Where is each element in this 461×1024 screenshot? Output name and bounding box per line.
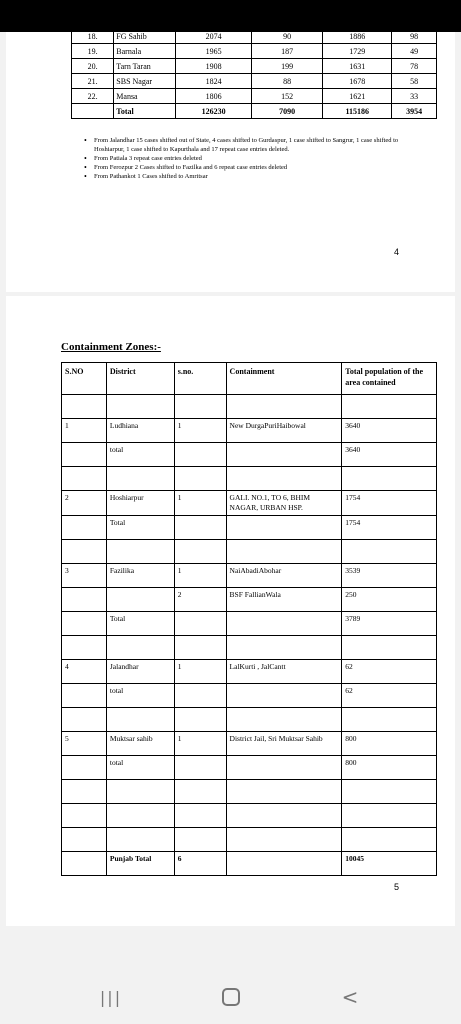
page-number: 5 xyxy=(393,882,399,892)
table-cell xyxy=(342,540,437,564)
table-cell: 250 xyxy=(342,588,437,612)
note-item: • From Jalandhar 15 cases shifted out of State, 4 cases shifted to Gurdaspur, 1 case shifted to Sangrur, 1 case shifted to Hoshiarpur, 1 case shifted to Kapurthala and 17 repeat case entries deleted. xyxy=(84,136,409,154)
back-icon[interactable]: < xyxy=(341,985,359,1009)
table-row xyxy=(62,636,437,660)
table-row xyxy=(62,804,437,828)
table-cell xyxy=(106,467,174,491)
table-cell xyxy=(106,540,174,564)
table-cell xyxy=(62,684,107,708)
district-stats-table xyxy=(71,28,437,119)
table-row xyxy=(62,467,437,491)
table-cell: 1678 xyxy=(323,74,392,89)
table-cell: total xyxy=(106,756,174,780)
table-cell: 2 xyxy=(174,588,226,612)
table-row xyxy=(62,660,437,684)
total-row xyxy=(72,104,437,119)
table-cell: 3 xyxy=(62,564,107,588)
table-cell xyxy=(226,540,342,564)
table-row xyxy=(62,443,437,467)
table-cell: total xyxy=(106,443,174,467)
table-row xyxy=(62,684,437,708)
table-row xyxy=(62,395,437,419)
note-item: • From Pathankot 1 Cases shifted to Amritsar xyxy=(84,172,409,181)
table-cell xyxy=(342,708,437,732)
table-cell: 88 xyxy=(251,74,322,89)
table-cell: 1754 xyxy=(342,516,437,540)
table-cell xyxy=(106,636,174,660)
table-row xyxy=(72,44,437,59)
total-row xyxy=(62,852,437,876)
table-cell xyxy=(106,804,174,828)
table-cell: 78 xyxy=(392,59,437,74)
table-cell xyxy=(342,395,437,419)
table-cell xyxy=(226,636,342,660)
notes-list xyxy=(84,136,409,181)
table-row xyxy=(62,419,437,443)
table-cell: total xyxy=(106,684,174,708)
table-cell: 1754 xyxy=(342,491,437,516)
table-cell xyxy=(106,828,174,852)
column-header: Total population of the area contained xyxy=(342,363,437,395)
table-cell: 1621 xyxy=(323,89,392,104)
table-cell: 800 xyxy=(342,756,437,780)
table-cell: Total xyxy=(106,516,174,540)
header-row xyxy=(62,363,437,395)
table-cell: 152 xyxy=(251,89,322,104)
table-row xyxy=(62,756,437,780)
document-page xyxy=(6,32,455,292)
table-cell: Total xyxy=(106,612,174,636)
table-cell xyxy=(72,104,114,119)
table-cell: Tarn Taran xyxy=(114,59,176,74)
table-cell: Punjab Total xyxy=(106,852,174,876)
table-cell: 98 xyxy=(392,29,437,44)
table-cell xyxy=(174,612,226,636)
table-cell: 3640 xyxy=(342,443,437,467)
table-cell: Barnala xyxy=(114,44,176,59)
note-item: • From Ferozpur 2 Cases shifted to Fazilka and 6 repeat case entries deleted xyxy=(84,163,409,172)
table-cell: 1965 xyxy=(176,44,252,59)
table-cell: 1 xyxy=(174,564,226,588)
table-cell: Fazilika xyxy=(106,564,174,588)
table-cell: FG Sahib xyxy=(114,29,176,44)
table-cell: 115186 xyxy=(323,104,392,119)
table-cell xyxy=(106,708,174,732)
table-cell xyxy=(62,804,107,828)
table-cell: 49 xyxy=(392,44,437,59)
table-cell: 62 xyxy=(342,660,437,684)
containment-zones-table xyxy=(61,362,437,876)
table-cell xyxy=(174,443,226,467)
table-cell: SBS Nagar xyxy=(114,74,176,89)
table-cell xyxy=(342,636,437,660)
home-icon[interactable] xyxy=(211,980,251,1014)
table-cell: District Jail, Sri Muktsar Sahib xyxy=(226,732,342,756)
table-cell xyxy=(62,636,107,660)
table-cell xyxy=(226,852,342,876)
table-cell xyxy=(106,588,174,612)
table-cell: 10045 xyxy=(342,852,437,876)
table-cell xyxy=(174,467,226,491)
table-cell xyxy=(226,516,342,540)
table-cell: 62 xyxy=(342,684,437,708)
navigation-bar xyxy=(0,970,461,1024)
table-cell xyxy=(174,684,226,708)
table-cell xyxy=(174,804,226,828)
column-header: s.no. xyxy=(174,363,226,395)
table-cell xyxy=(226,804,342,828)
table-cell: Mansa xyxy=(114,89,176,104)
table-cell: 2074 xyxy=(176,29,252,44)
table-cell: 1 xyxy=(174,732,226,756)
table-cell xyxy=(62,467,107,491)
table-cell: LalKurti , JalCantt xyxy=(226,660,342,684)
table-cell: 3789 xyxy=(342,612,437,636)
table-cell: BSF FallianWala xyxy=(226,588,342,612)
table-cell xyxy=(342,780,437,804)
table-cell: Jalandhar xyxy=(106,660,174,684)
note-item: • From Patiala 3 repeat case entries deleted xyxy=(84,154,409,163)
table-cell xyxy=(62,852,107,876)
table-cell xyxy=(62,516,107,540)
table-cell xyxy=(106,395,174,419)
table-cell: 800 xyxy=(342,732,437,756)
table-row xyxy=(72,29,437,44)
table-cell: Total xyxy=(114,104,176,119)
table-cell: 187 xyxy=(251,44,322,59)
table-cell xyxy=(62,443,107,467)
table-cell: 126230 xyxy=(176,104,252,119)
table-cell: 1 xyxy=(62,419,107,443)
table-cell xyxy=(174,708,226,732)
column-header: Containment xyxy=(226,363,342,395)
column-header: S.NO xyxy=(62,363,107,395)
table-cell xyxy=(62,780,107,804)
table-row xyxy=(62,612,437,636)
table-cell: 4 xyxy=(62,660,107,684)
table-cell: 21. xyxy=(72,74,114,89)
table-cell: 2 xyxy=(62,491,107,516)
table-cell: 19. xyxy=(72,44,114,59)
table-cell: 1729 xyxy=(323,44,392,59)
table-row xyxy=(62,732,437,756)
table-cell xyxy=(226,756,342,780)
table-cell: Ludhiana xyxy=(106,419,174,443)
table-cell: 18. xyxy=(72,29,114,44)
table-row xyxy=(62,564,437,588)
table-cell: 199 xyxy=(251,59,322,74)
table-cell xyxy=(62,588,107,612)
table-row xyxy=(62,780,437,804)
table-cell: NaiAbadiAbohar xyxy=(226,564,342,588)
table-cell xyxy=(226,780,342,804)
table-cell: 1631 xyxy=(323,59,392,74)
table-cell xyxy=(106,780,174,804)
table-cell: 1824 xyxy=(176,74,252,89)
table-cell xyxy=(226,467,342,491)
table-row xyxy=(62,491,437,516)
table-row xyxy=(62,588,437,612)
page-number: 4 xyxy=(393,247,399,257)
table-cell xyxy=(174,395,226,419)
table-cell: 3954 xyxy=(392,104,437,119)
recents-icon[interactable]: ||| xyxy=(99,987,123,1007)
table-cell: 90 xyxy=(251,29,322,44)
table-cell xyxy=(226,612,342,636)
table-row xyxy=(62,540,437,564)
table-cell: 6 xyxy=(174,852,226,876)
table-cell: GALI. NO.1, TO 6, BHIM NAGAR, URBAN HSP. xyxy=(226,491,342,516)
table-cell xyxy=(62,828,107,852)
column-header: District xyxy=(106,363,174,395)
table-cell xyxy=(174,756,226,780)
table-cell xyxy=(174,540,226,564)
table-row xyxy=(62,708,437,732)
table-cell xyxy=(342,467,437,491)
table-cell: 58 xyxy=(392,74,437,89)
table-cell xyxy=(174,636,226,660)
table-cell: New DurgaPuriHaibowal xyxy=(226,419,342,443)
table-cell: 20. xyxy=(72,59,114,74)
table-cell xyxy=(226,684,342,708)
table-cell xyxy=(174,780,226,804)
table-row xyxy=(72,89,437,104)
table-cell: Hoshiarpur xyxy=(106,491,174,516)
table-cell xyxy=(226,395,342,419)
table-row xyxy=(62,828,437,852)
table-cell xyxy=(62,395,107,419)
table-cell xyxy=(226,828,342,852)
table-cell: 22. xyxy=(72,89,114,104)
table-row xyxy=(72,59,437,74)
table-cell: 3640 xyxy=(342,419,437,443)
table-cell: 1 xyxy=(174,491,226,516)
table-cell xyxy=(62,756,107,780)
table-cell xyxy=(342,804,437,828)
table-cell: 1908 xyxy=(176,59,252,74)
table-cell xyxy=(62,540,107,564)
table-cell: 33 xyxy=(392,89,437,104)
table-cell xyxy=(62,708,107,732)
table-cell xyxy=(174,828,226,852)
table-cell: 1886 xyxy=(323,29,392,44)
table-cell xyxy=(62,612,107,636)
table-cell xyxy=(226,443,342,467)
table-cell: 5 xyxy=(62,732,107,756)
table-cell: Muktsar sahib xyxy=(106,732,174,756)
home-button-shape xyxy=(222,988,240,1006)
table-cell: 3539 xyxy=(342,564,437,588)
table-cell xyxy=(174,516,226,540)
table-cell: 7090 xyxy=(251,104,322,119)
table-row xyxy=(62,516,437,540)
table-cell xyxy=(226,708,342,732)
containment-zones-title: Containment Zones:- xyxy=(61,341,161,353)
table-cell: 1806 xyxy=(176,89,252,104)
table-row xyxy=(72,74,437,89)
table-cell: 1 xyxy=(174,660,226,684)
document-page xyxy=(6,296,455,926)
table-cell xyxy=(342,828,437,852)
table-cell: 1 xyxy=(174,419,226,443)
